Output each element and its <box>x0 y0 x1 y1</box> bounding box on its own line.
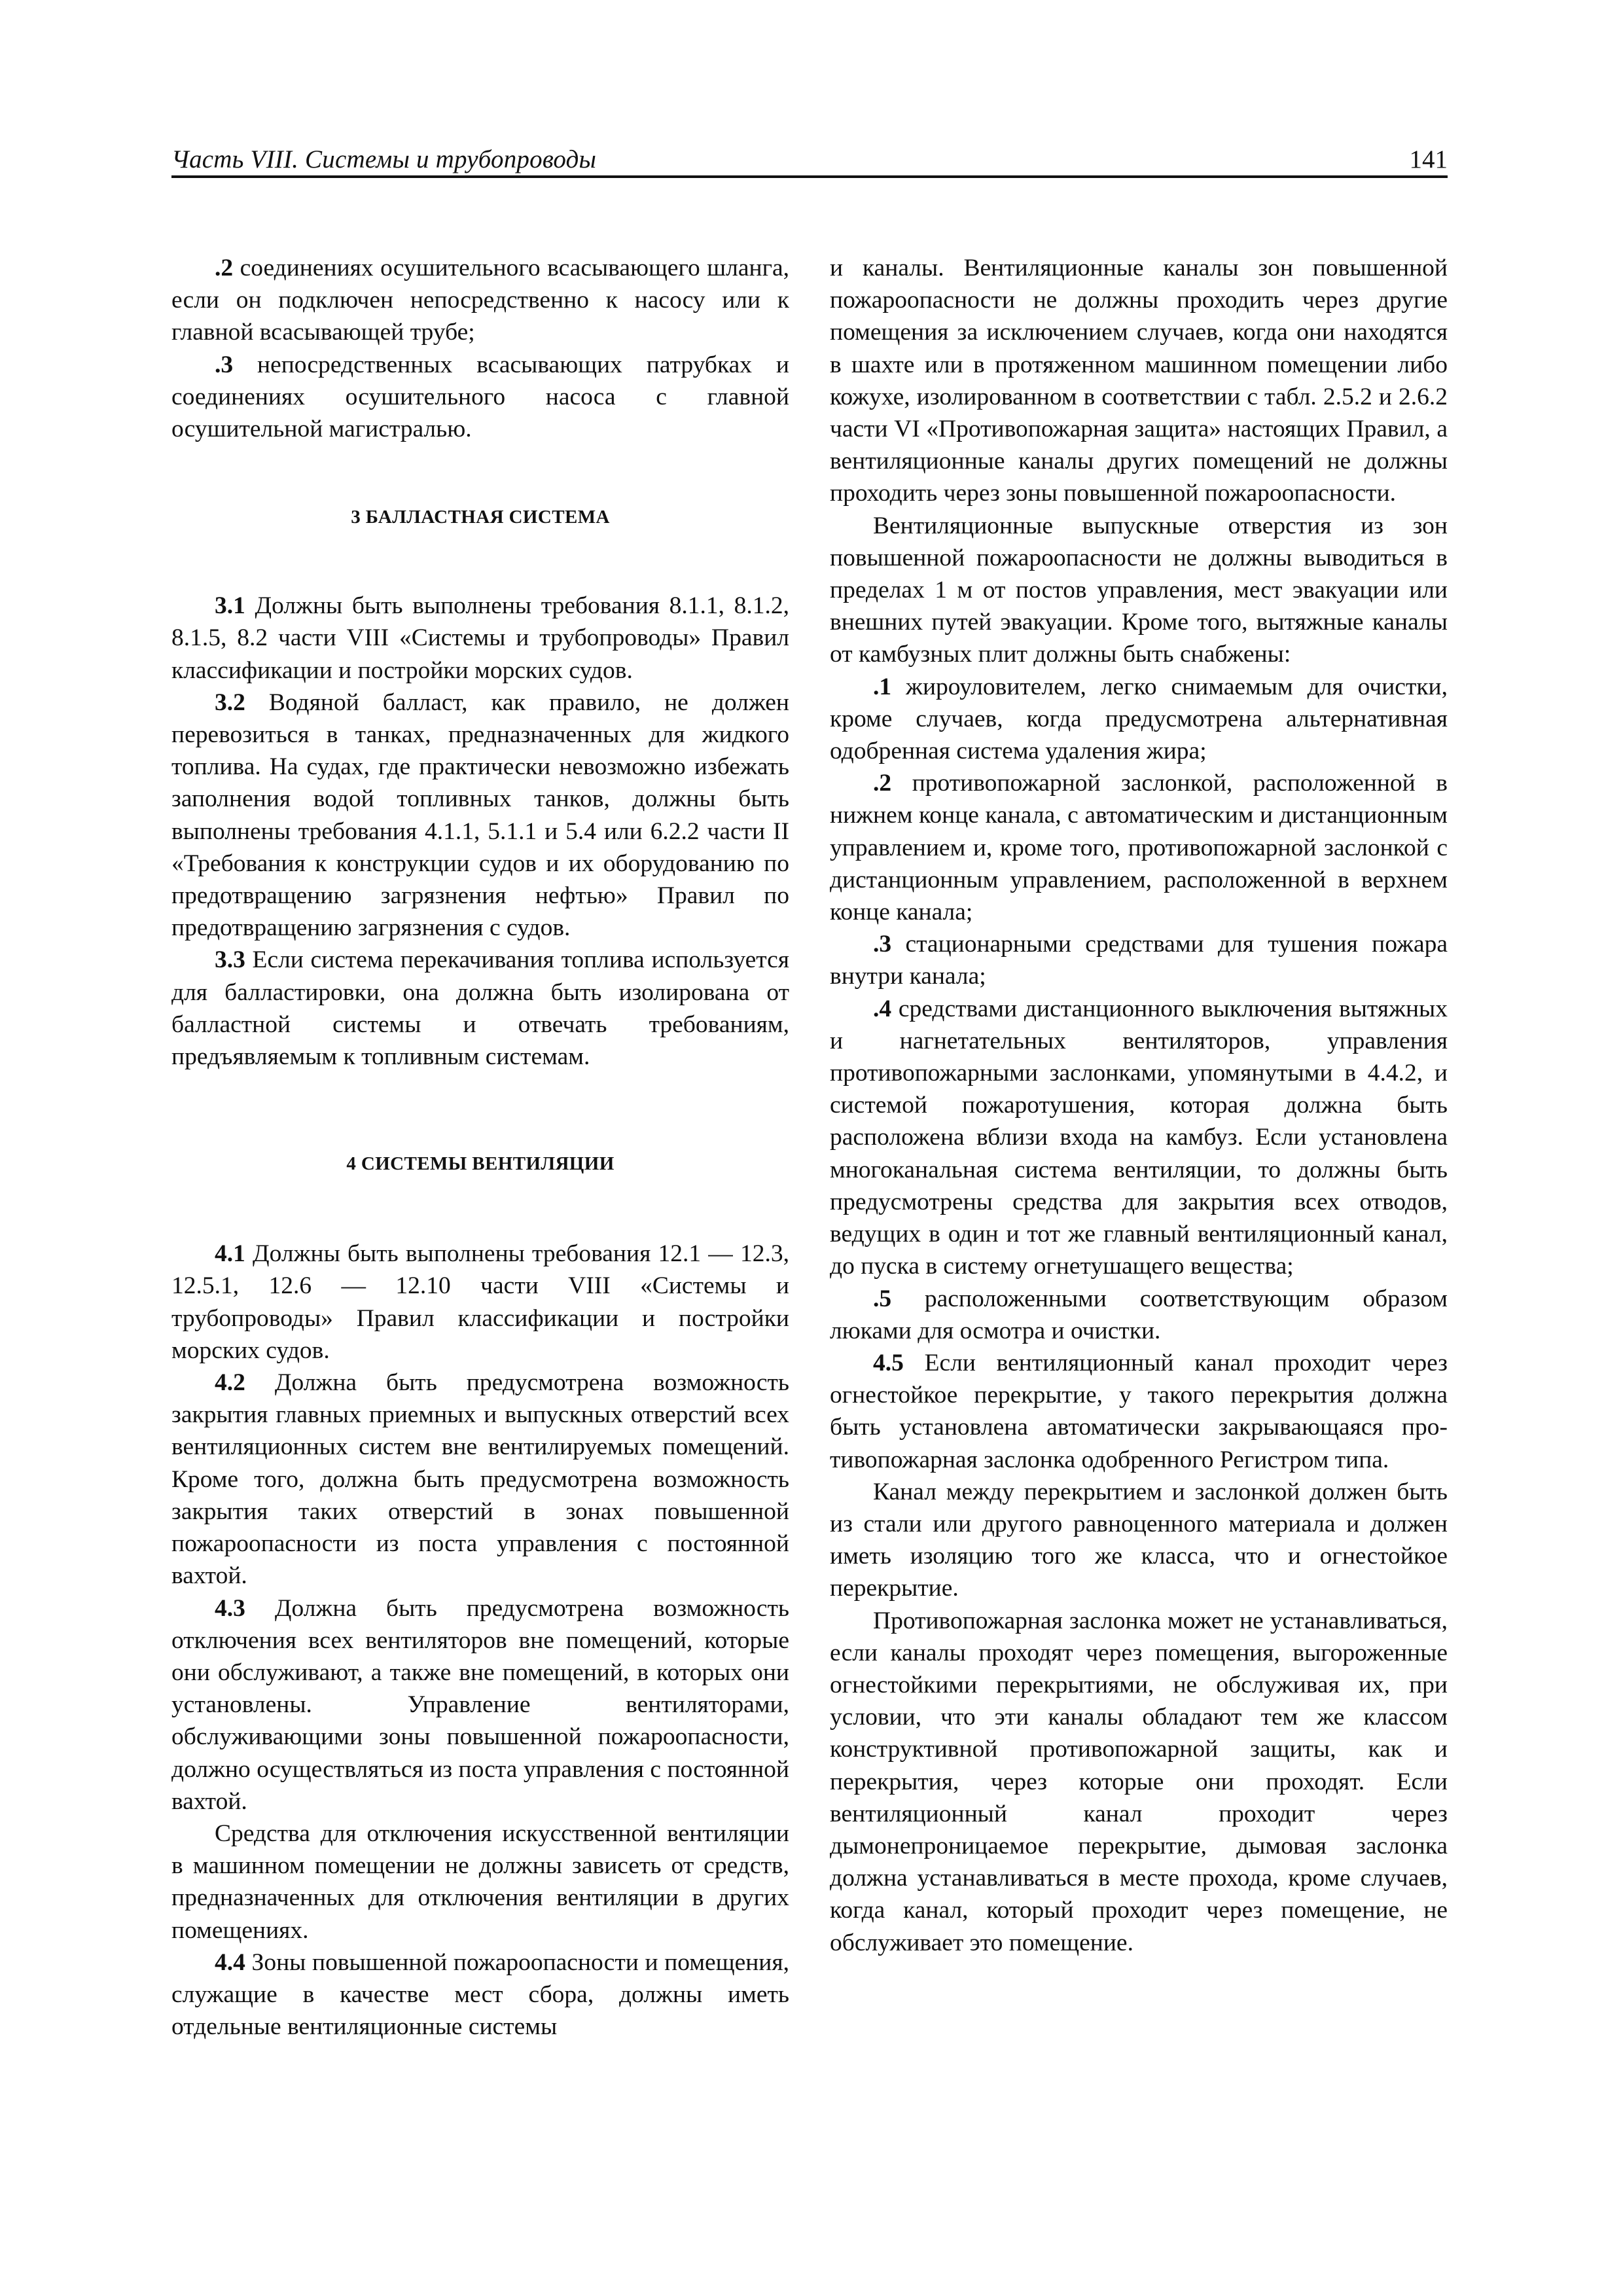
paragraph-text: соединениях осушительного всасывающего шланга, если он подключен непосредственно к насосу или к главной всасывающей трубе; <box>171 255 789 346</box>
header-rule <box>171 175 1448 178</box>
section-heading-ballast: 3 БАЛЛАСТНАЯ СИСТЕМА <box>351 507 610 528</box>
paragraph-4-5 <box>830 1347 1448 1476</box>
clause-number: 4.5 <box>873 1349 904 1376</box>
paragraph-item-2 <box>171 252 789 349</box>
paragraph-text: Если система перекачивания топлива используется для балластировки, она должна быть изолирована от балластной системы и отвечать требованиям, предъявляемым к топливным системам. <box>171 946 789 1071</box>
list-item-text: стационарными средствами для тушения пожара внутри канала; <box>830 931 1448 990</box>
right-column <box>830 252 1448 1959</box>
item-number: .1 <box>873 673 892 700</box>
paragraph-3-3 <box>171 944 789 1073</box>
paragraph-3-1 <box>171 590 789 687</box>
list-item-1 <box>830 671 1448 768</box>
paragraph-text: Зоны повышенной пожароопасности и помещения, служащие в качестве мест сбора, должны иметь отдельные вентиляционные системы <box>171 1948 789 2041</box>
list-item-4 <box>830 993 1448 1283</box>
item-number: .4 <box>873 995 892 1022</box>
paragraph-4-3-continued: Средства для отключения искусственной вентиляции в машинном помещении не должны зависеть от средств, предназначенных для отключения вентиляции в других помещениях. <box>171 1820 789 1944</box>
paragraph-4-4 <box>171 1946 789 2043</box>
item-number: .5 <box>873 1285 892 1312</box>
clause-number: 3.2 <box>215 689 245 716</box>
running-header-title: Часть VIII. Системы и трубопроводы <box>171 145 597 173</box>
page-number: 141 <box>1409 145 1448 173</box>
paragraph-4-3 <box>171 1592 789 1818</box>
list-item-5 <box>830 1283 1448 1347</box>
list-item-text: противопожарной заслонкой, расположенной в нижнем конце канала, с автоматическим и дистанционным управлением и, кроме того, противопожарной заслонкой с дистанционным управлением, расположенной в верхнем конце канала; <box>830 770 1448 926</box>
left-column <box>171 252 789 2043</box>
item-number: .3 <box>215 351 234 378</box>
paragraph-item-3 <box>171 349 789 446</box>
clause-number: 3.1 <box>215 592 245 620</box>
list-item-3 <box>830 928 1448 992</box>
clause-number: 4.3 <box>215 1594 245 1622</box>
item-number: .2 <box>215 255 234 281</box>
paragraph-4-2 <box>171 1367 789 1592</box>
list-item-text: средствами дистанционного выключения вытяжных и нагнетательных вентиляторов, управления противопожарными заслонками, упомянутыми в 4.4.2, и системой пожаротушения, которая должна быть расположена вблизи входа на камбуз. Если установлена многоканальная система вентиляции, то должны быть предусмотрены средства для закрытия всех отводов, ведущих в один и тот же главный вентиляционный канал, до пуска в систему огнетушащего вещества; <box>830 995 1448 1280</box>
paragraph-text: непосредственных всасывающих патрубках и соединениях осушительного насоса с главной осушительной магистралью. <box>171 351 789 443</box>
paragraph-channel: Канал между перекрытием и заслонкой должен быть из стали или другого равноценного материала и должен иметь изоляцию того же класса, что и огнестойкое перекрытие. <box>830 1478 1448 1602</box>
paragraph-4-4-continued: и каналы. Вентиляционные каналы зон повышенной пожароопасности не должны проходить через другие помещения за исключением случаев, когда они находятся в шахте или в протяженном машинном помещении либо кожухе, изолированном в соответствии с табл. 2.5.2 и 2.6.2 части VI «Противопожарная защита» настоящих Правил, а вентиляционные каналы других помещений не должны проходить через зоны повышенной пожароопасности. <box>830 255 1448 507</box>
clause-number: 4.4 <box>215 1948 245 1976</box>
paragraph-3-2 <box>171 687 789 944</box>
clause-number: 3.3 <box>215 946 245 974</box>
list-item-2 <box>830 767 1448 928</box>
paragraph-damper: Противопожарная заслонка может не устанавливаться, если каналы проходят через помещения, выгороженные огнестойкими перекрытиями, не обслуживая их, при условии, что эти каналы обладают тем же классом конструктивной противопожарной защиты, как и перекрытия, через которые они проходят. Если вентиляционный канал проходит через дымонепроницаемое перекрытие, дымовая заслонка должна устанавливаться в месте прохода, кроме случаев, когда канал, который проходит через помещение, не обслуживает это помещение. <box>830 1607 1448 1956</box>
clause-number: 4.2 <box>215 1369 245 1397</box>
item-number: .3 <box>873 931 892 958</box>
paragraph-text: Если вентиляционный канал проходит через огнестойкое перекрытие, у такого перекрытия должна быть установлена автоматически закрывающаяся противопожарная заслонка одобренного Регистром типа. <box>830 1349 1448 1473</box>
list-item-text: жироуловителем, легко снимаемым для очистки, кроме случаев, когда предусмотрена альтернативная одобренная система удаления жира; <box>830 673 1448 765</box>
paragraph-text: Должны быть выполнены требования 12.1 — 12.3, 12.5.1, 12.6 — 12.10 части VIII «Системы и трубопроводы» Правил классификации и постройки морских судов. <box>171 1240 789 1364</box>
paragraph-4-1 <box>171 1238 789 1367</box>
paragraph-text: Должна быть предусмотрена возможность отключения всех вентиляторов вне помещений, которые они обслуживают, а также вне помещений, в которых они установлены. Управление вентиляторами, обслуживающими зоны повышенной пожароопасности, должно осуществляться из поста управления с постоянной вахтой. <box>171 1594 789 1815</box>
paragraph-text: Должны быть выполнены требования 8.1.1, 8.1.2, 8.1.5, 8.2 части VIII «Системы и трубопроводы» Правил классификации и постройки морских судов. <box>171 592 789 684</box>
paragraph-text: Водяной балласт, как правило, не должен перевозиться в танках, предназначенных для жидкого топлива. На судах, где практически невозможно избежать заполнения водой топливных танков, должны быть выполнены требования 4.1.1, 5.1.1 и 5.4 или 6.2.2 части II «Требования к конструкции судов и их оборудованию по предотвращению загрязнения нефтью» Правил по предотвращению загрязнения с судов. <box>171 689 789 942</box>
paragraph-text: Должна быть предусмотрена возможность закрытия главных приемных и выпускных отверстий всех вентиляционных систем вне вентилируемых помещений. Кроме того, должна быть предусмотрена возможность закрытия таких отверстий в зонах повышенной пожароопасности из поста управления с постоянной вахтой. <box>171 1369 789 1590</box>
section-heading-ventilation: 4 СИСТЕМЫ ВЕНТИЛЯЦИИ <box>346 1153 615 1175</box>
list-item-text: расположенными соответствующим образом люками для осмотра и очистки. <box>830 1285 1448 1344</box>
clause-number: 4.1 <box>215 1240 245 1268</box>
paragraph-exhaust-openings: Вентиляционные выпускные отверстия из зон повышенной пожароопасности не должны выводиться в пределах 1 м от постов управления, мест эвакуации или внешних путей эвакуации. Кроме того, вытяжные каналы от камбузных плит должны быть снабжены: <box>830 512 1448 668</box>
running-header <box>171 143 1448 179</box>
item-number: .2 <box>873 770 892 797</box>
